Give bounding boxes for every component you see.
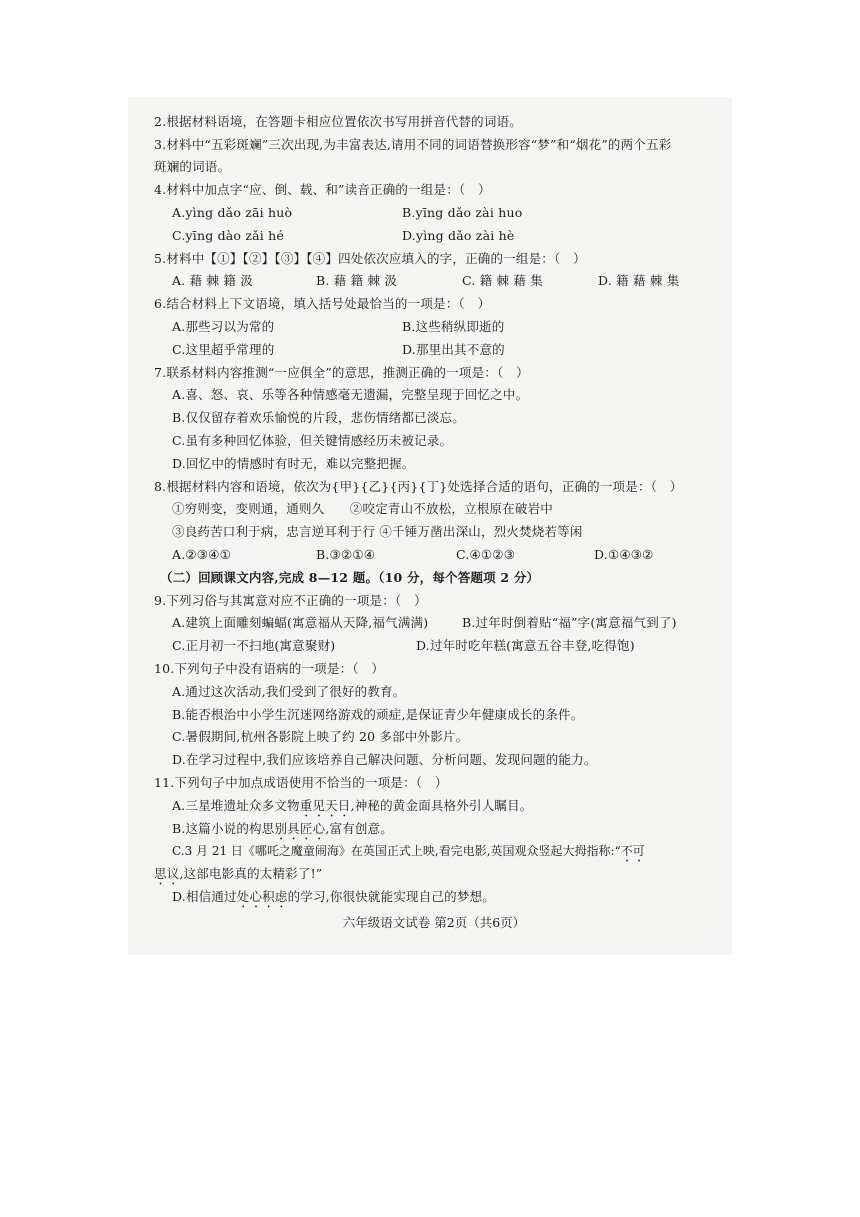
dotted-idiom: 处心积虑 bbox=[236, 889, 288, 904]
question-6: 6.结合材料上下文语境，填入括号处最恰当的一项是：（ ） bbox=[154, 296, 491, 311]
q7-option-c: C.虽有多种回忆体验，但关键情感经历未被记录。 bbox=[172, 433, 453, 448]
question-3-line-1: 3.材料中“五彩斑斓”三次出现,为丰富表达,请用不同的词语替换形容“梦”和“烟花”的两个五彩 bbox=[154, 137, 672, 152]
q11-option-d bbox=[172, 889, 495, 911]
q7-option-a: A.喜、怒、哀、乐等各种情感毫无遗漏，完整呈现于回忆之中。 bbox=[172, 387, 529, 402]
question-7: 7.联系材料内容推测“一应俱全”的意思，推测正确的一项是：（ ） bbox=[154, 365, 529, 380]
q4-option-a: A.yìng dǎo zāi huò bbox=[172, 205, 293, 220]
q5-option-d: D. 籍 藉 棘 集 bbox=[598, 273, 680, 288]
q8-option-a: A.②③④① bbox=[172, 547, 232, 562]
dotted-idiom: 不可 bbox=[620, 844, 645, 858]
q5-option-c: C. 籍 棘 藉 集 bbox=[462, 273, 543, 288]
text: D.相信通过 bbox=[172, 889, 237, 904]
question-9: 9.下列习俗与其寓意对应不正确的一项是：（ ） bbox=[154, 593, 427, 608]
q9-option-c: C.正月初一不扫地(寓意聚财) bbox=[172, 638, 336, 653]
q8-option-b: B.③②①④ bbox=[316, 547, 376, 562]
q11-option-a bbox=[172, 798, 533, 820]
text: ,这部电影真的太精彩了!” bbox=[179, 866, 323, 881]
q4-option-d: D.yìng dǎo zài hè bbox=[402, 228, 515, 243]
section-2-heading: （二）回顾课文内容,完成 8—12 题。（10 分，每个答题项 2 分） bbox=[160, 570, 540, 585]
question-2: 2.根据材料语境，在答题卡相应位置依次书写用拼音代替的词语。 bbox=[154, 114, 522, 129]
q8-option-c: C.④①②③ bbox=[456, 547, 516, 562]
q9-option-b: B.过年时倒着贴“福”字(寓意福气到了) bbox=[462, 615, 677, 630]
q9-option-d: D.过年时吃年糕(寓意五谷丰登,吃得饱) bbox=[416, 638, 635, 653]
text: ,神秘的黄金面具格外引人瞩目。 bbox=[350, 798, 533, 813]
q6-option-a: A.那些习以为常的 bbox=[172, 319, 275, 334]
question-8: 8.根据材料内容和语境，依次为{甲}{乙}{丙}{丁}处选择合适的语句，正确的一项是：（ ） bbox=[154, 479, 683, 494]
q10-option-a: A.通过这次活动,我们受到了很好的教育。 bbox=[172, 684, 406, 699]
q9-option-a: A.建筑上面雕刻蝙蝠(寓意福从天降,福气满满) bbox=[172, 615, 429, 630]
dotted-idiom: 思议 bbox=[154, 866, 180, 881]
q11-option-c-line-2 bbox=[154, 866, 322, 888]
q7-option-d: D.回忆中的情感时有时无，难以完整把握。 bbox=[172, 456, 415, 471]
q6-option-b: B.这些稍纵即逝的 bbox=[402, 319, 505, 334]
text: 的学习,你很快就能实现自己的梦想。 bbox=[287, 889, 495, 904]
q7-option-b: B.仅仅留存着欢乐愉悦的片段，悲伤情绪都已淡忘。 bbox=[172, 410, 465, 425]
text: A.三星堆遗址众多文物 bbox=[172, 798, 300, 813]
q10-option-d: D.在学习过程中,我们应该培养自己解决问题、分析问题、发现问题的能力。 bbox=[172, 752, 597, 767]
page-footer: 六年级语文试卷 第2页（共6页） bbox=[342, 915, 526, 930]
question-3-line-2: 斑斓的词语。 bbox=[154, 159, 231, 174]
q11-option-c-line-1 bbox=[172, 843, 645, 865]
q10-option-b: B.能否根治中小学生沉迷网络游戏的顽症,是保证青少年健康成长的条件。 bbox=[172, 707, 584, 722]
text: ,富有创意。 bbox=[325, 821, 393, 836]
question-11: 11.下列句子中加点成语使用不恰当的一项是：（ ） bbox=[154, 775, 448, 790]
q6-option-d: D.那里出其不意的 bbox=[402, 342, 505, 357]
question-10: 10.下列句子中没有语病的一项是：（ ） bbox=[154, 661, 385, 676]
dotted-idiom: 别具匠心 bbox=[274, 821, 326, 836]
q8-items-line-2: ③良药苦口利于病，忠言逆耳利于行 ④千锤万凿出深山，烈火焚烧若等闲 bbox=[172, 524, 583, 539]
q4-option-c: C.yīng dào zǎi hé bbox=[172, 228, 284, 243]
q5-option-a: A. 藉 棘 籍 汲 bbox=[172, 273, 253, 288]
q6-option-c: C.这里超乎常理的 bbox=[172, 342, 275, 357]
dotted-idiom: 重见天日 bbox=[299, 798, 351, 813]
q11-option-b bbox=[172, 821, 393, 843]
q10-option-c: C.暑假期间,杭州各影院上映了约 20 多部中外影片。 bbox=[172, 729, 469, 744]
q8-option-d: D.①④③② bbox=[594, 547, 654, 562]
question-4: 4.材料中加点字“应、倒、载、和”读音正确的一组是：（ ） bbox=[154, 182, 491, 197]
text: C.3 月 21 日《哪吒之魔童闹海》在英国正式上映,看完电影,英国观众竖起大拇指称:“ bbox=[172, 844, 621, 858]
q4-option-b: B.yīng dǎo zài huo bbox=[402, 205, 523, 220]
text: B.这篇小说的构思 bbox=[172, 821, 275, 836]
question-5: 5.材料中【①】【②】【③】【④】四处依次应填入的字，正确的一组是：（ ） bbox=[154, 251, 586, 266]
q5-option-b: B. 藉 籍 棘 汲 bbox=[316, 273, 398, 288]
q8-items-line-1: ①穷则变，变则通，通则久 ②咬定青山不放松，立根原在破岩中 bbox=[172, 501, 554, 516]
